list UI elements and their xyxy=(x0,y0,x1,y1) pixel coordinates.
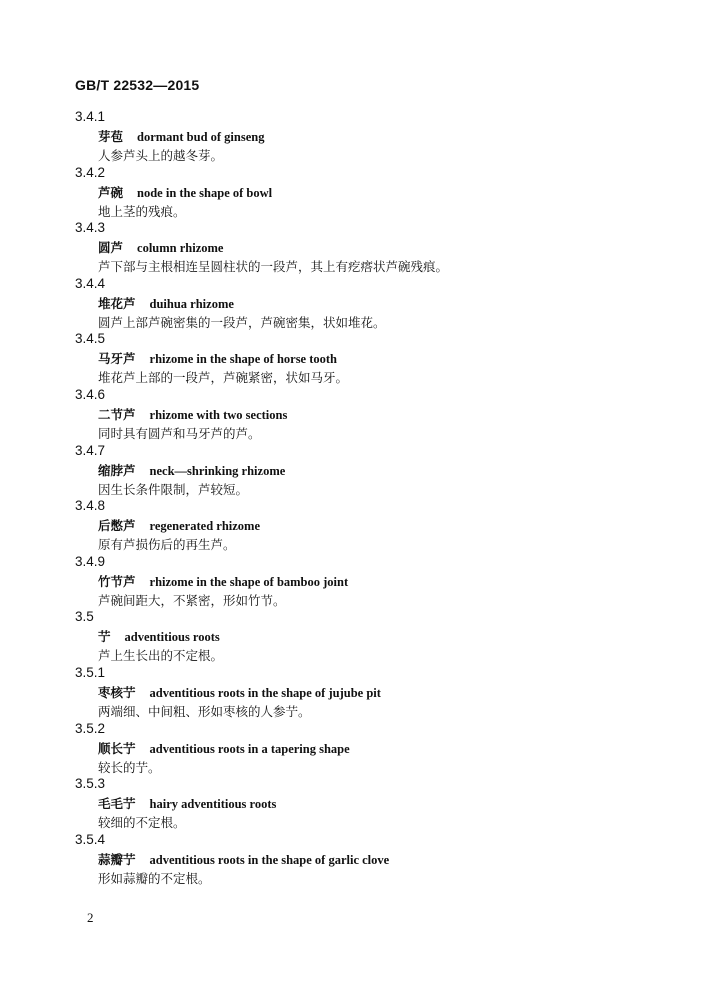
term-definition: 形如蒜瓣的不定根。 xyxy=(98,870,211,886)
term-chinese: 芽苞 xyxy=(98,129,124,144)
term-english: dormant bud of ginseng xyxy=(137,130,265,144)
page-number: 2 xyxy=(87,910,94,925)
term-definition: 芦碗间距大，不紧密，形如竹节。 xyxy=(98,592,286,608)
term-english: node in the shape of bowl xyxy=(137,185,273,200)
clause-number: 3.4.8 xyxy=(75,498,106,514)
term-english: neck—shrinking rhizome xyxy=(149,463,286,478)
term-chinese: 圆芦 xyxy=(98,240,124,256)
term-entry xyxy=(75,108,675,164)
term-definition: 因生长条件限制，芦较短。 xyxy=(98,481,249,497)
term-english: adventitious roots in a tapering shape xyxy=(149,741,350,756)
term-english: adventitious roots in the shape of jujube pit xyxy=(149,685,381,700)
term-definition: 较细的不定根。 xyxy=(98,815,186,831)
term-definition: 同时具有圆芦和马牙芦的芦。 xyxy=(98,425,261,441)
standard-id-header: GB/T 22532—2015 xyxy=(75,77,200,93)
term-entry xyxy=(75,553,675,609)
term-line xyxy=(98,573,348,591)
term-entry xyxy=(75,164,675,220)
term-chinese: 后憋芦 xyxy=(98,518,136,534)
term-definition: 两端细、中间粗、形如枣核的人参艼。 xyxy=(98,703,311,719)
term-chinese: 芦碗 xyxy=(98,184,124,200)
term-line xyxy=(98,239,223,257)
term-line xyxy=(98,740,350,758)
term-definition: 圆芦上部芦碗密集的一段芦，芦碗密集，状如堆花。 xyxy=(98,314,386,330)
term-line xyxy=(98,851,389,869)
clause-number: 3.4.7 xyxy=(75,442,106,458)
term-entry xyxy=(75,219,675,275)
term-entry xyxy=(75,831,675,887)
term-english: hairy adventitious roots xyxy=(149,797,277,812)
term-line xyxy=(98,684,381,702)
term-english: regenerated rhizome xyxy=(149,519,261,534)
term-chinese: 缩脖芦 xyxy=(98,462,136,478)
term-english: rhizome in the shape of bamboo joint xyxy=(149,574,349,589)
term-line xyxy=(98,295,234,313)
term-line xyxy=(98,795,276,813)
clause-number: 3.4.6 xyxy=(75,386,106,402)
term-entry xyxy=(75,442,675,498)
term-chinese: 蒜瓣艼 xyxy=(98,851,136,867)
term-chinese: 二节芦 xyxy=(98,406,136,422)
term-line xyxy=(98,184,272,202)
term-chinese: 竹节芦 xyxy=(98,573,136,589)
clause-number: 3.4.4 xyxy=(75,275,106,291)
clause-number: 3.5 xyxy=(75,609,94,625)
term-definition: 芦上生长出的不定根。 xyxy=(98,648,224,664)
term-chinese: 枣核艼 xyxy=(98,684,136,700)
term-chinese: 堆花芦 xyxy=(98,295,136,311)
term-definition: 原有芦损伤后的再生芦。 xyxy=(98,537,236,553)
term-entry xyxy=(75,275,675,331)
term-english: duihua rhizome xyxy=(149,296,234,311)
clause-number: 3.4.1 xyxy=(75,109,106,124)
term-chinese: 艼 xyxy=(98,629,111,645)
term-line xyxy=(98,628,220,646)
term-list xyxy=(75,108,675,886)
term-entry xyxy=(75,608,675,664)
term-entry xyxy=(75,775,675,831)
term-definition: 芦下部与主根相连呈圆柱状的一段芦，其上有疙瘩状芦碗残痕。 xyxy=(98,259,449,275)
term-line xyxy=(98,406,287,424)
term-definition: 堆花芦上部的一段芦，芦碗紧密，状如马牙。 xyxy=(98,370,349,386)
clause-number: 3.5.3 xyxy=(75,776,106,792)
clause-number: 3.4.5 xyxy=(75,331,106,347)
term-definition: 较长的艼。 xyxy=(98,759,161,775)
term-chinese: 马牙芦 xyxy=(98,351,136,367)
term-english: adventitious roots xyxy=(124,630,220,645)
term-definition: 人参芦头上的越冬芽。 xyxy=(98,148,224,163)
term-english: column rhizome xyxy=(137,241,224,256)
clause-number: 3.5.2 xyxy=(75,720,106,736)
term-chinese: 毛毛艼 xyxy=(98,796,136,812)
term-entry xyxy=(75,386,675,442)
term-entry xyxy=(75,330,675,386)
term-line xyxy=(98,350,337,368)
term-definition: 地上茎的残痕。 xyxy=(98,203,186,219)
term-entry xyxy=(75,497,675,553)
term-english: rhizome in the shape of horse tooth xyxy=(149,352,338,367)
clause-number: 3.4.2 xyxy=(75,164,106,180)
clause-number: 3.5.1 xyxy=(75,664,106,680)
term-english: adventitious roots in the shape of garlic clove xyxy=(149,852,390,867)
term-entry xyxy=(75,664,675,720)
term-line xyxy=(98,517,260,535)
clause-number: 3.4.9 xyxy=(75,553,106,569)
term-english: rhizome with two sections xyxy=(149,407,288,422)
term-entry xyxy=(75,720,675,776)
clause-number: 3.4.3 xyxy=(75,220,106,236)
term-line xyxy=(98,462,285,480)
term-line xyxy=(98,128,264,146)
clause-number: 3.5.4 xyxy=(75,831,106,847)
term-chinese: 顺长艼 xyxy=(98,740,136,756)
